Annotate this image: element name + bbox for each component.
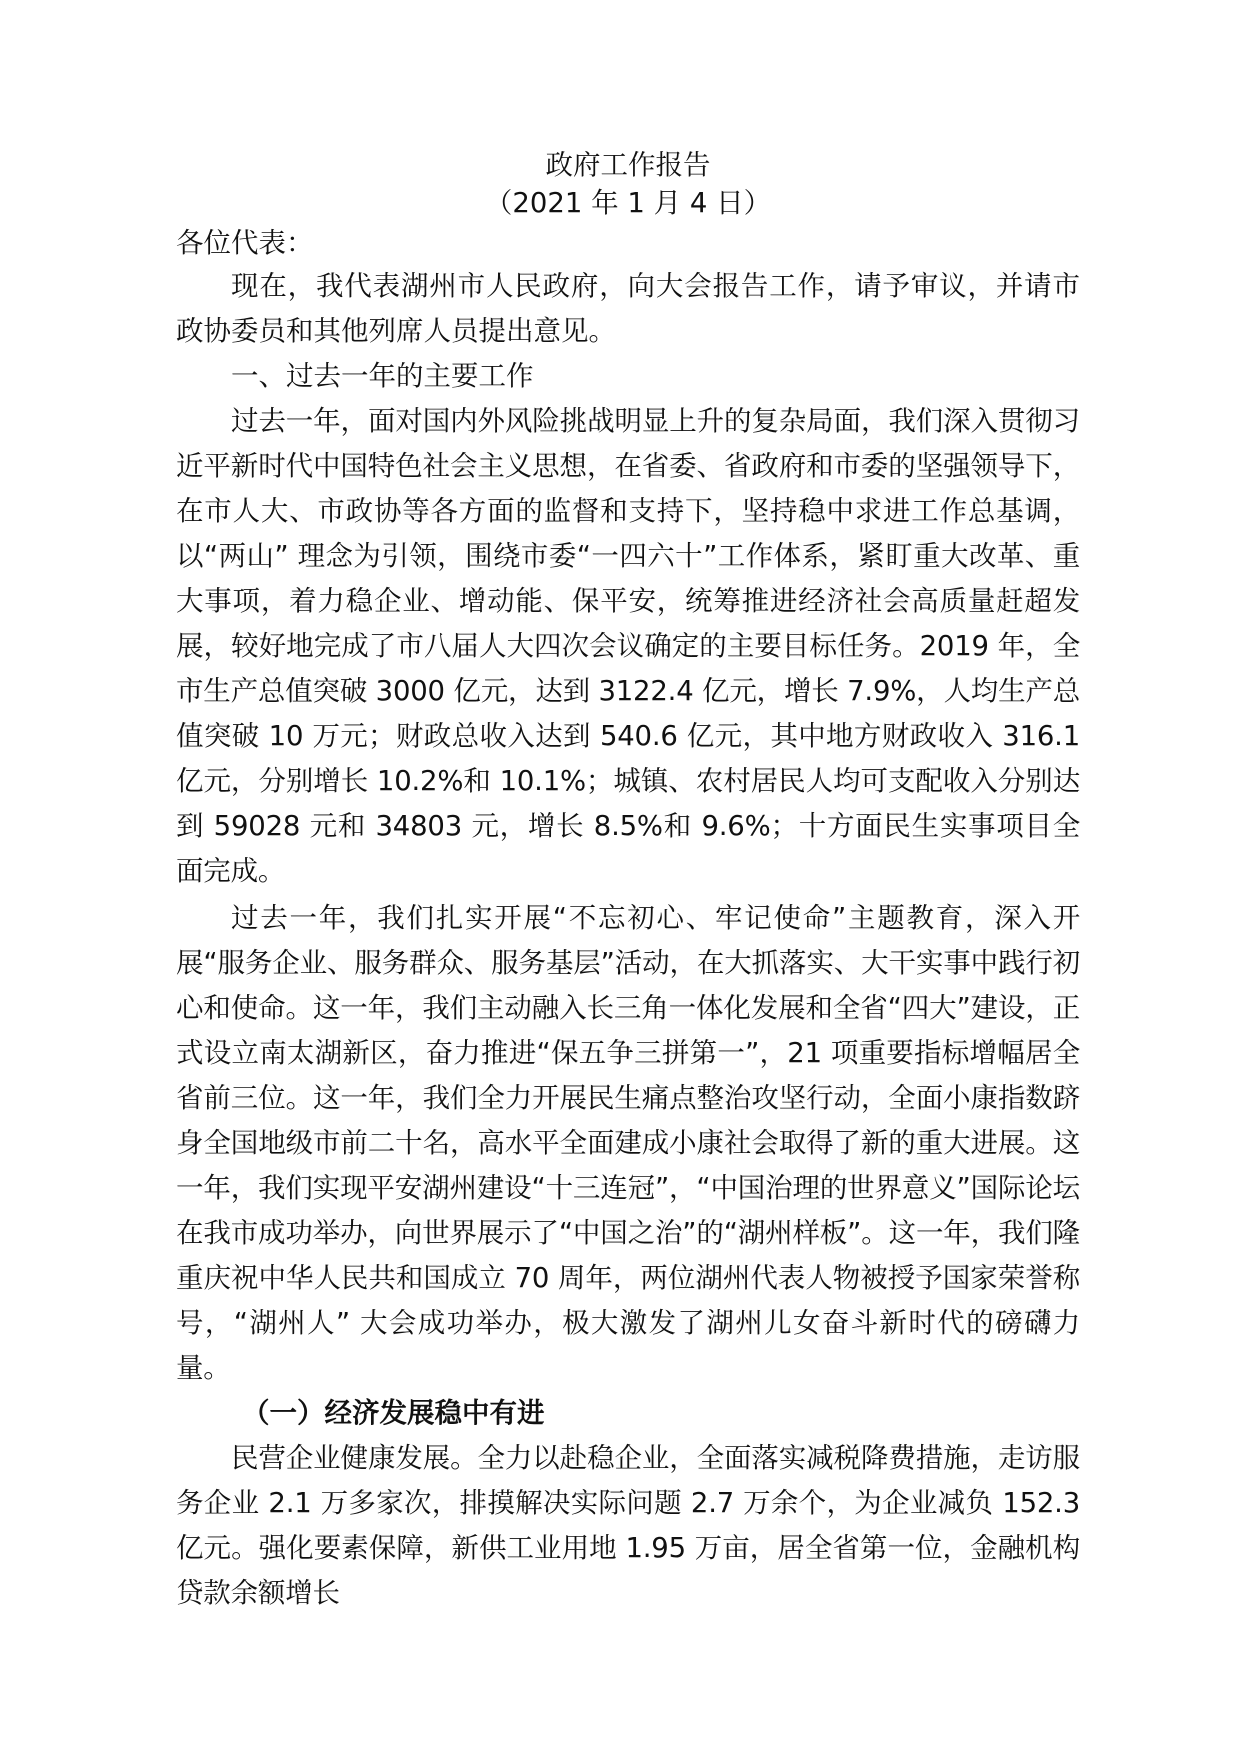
economy-paragraph: 民营企业健康发展。全力以赴稳企业，全面落实减税降费措施，走访服务企业 2.1 万多家次，排摸解决实际问题 2.7 万余个，为企业减负 152.3 亿元。强化要素保障，新供工业用地 1.95 万亩，居全省第一位，金融机构贷款余额增长 <box>176 1442 1080 1609</box>
section-heading: 一、过去一年的主要工作 <box>231 360 534 392</box>
document-body <box>176 146 1080 1616</box>
highlights-paragraph: 过去一年，我们扎实开展“不忘初心、牢记使命”主题教育，深入开展“服务企业、服务群众、服务基层”活动，在大抓落实、大干实事中践行初心和使命。这一年，我们主动融入长三角一体化发展和全省“四大”建设，正式设立南太湖新区，奋力推进“保五争三拼第一”，21 项重要指标增幅居全省前三位。这一年，我们全力开展民生痛点整治攻坚行动，全面小康指数跻身全国地级市前二十名，高水平全面建成小康社会取得了新的重大进展。这一年，我们实现平安湖州建设“十三连冠”，“中国治理的世界意义”国际论坛在我市成功举办，向世界展示了“中国之治”的“湖州样板”。这一年，我们隆重庆祝中华人民共和国成立 70 周年，两位湖州代表人物被授予国家荣誉称号，“湖州人” 大会成功举办，极大激发了湖州儿女奋斗新时代的磅礴力量。 <box>176 902 1080 1384</box>
intro-paragraph: 现在，我代表湖州市人民政府，向大会报告工作，请予审议，并请市政协委员和其他列席人员提出意见。 <box>176 270 1080 347</box>
subsection-heading: （一）经济发展稳中有进 <box>242 1397 545 1429</box>
document-date: （2021 年 1 月 4 日） <box>484 187 772 219</box>
document-title: 政府工作报告 <box>545 149 711 181</box>
summary-paragraph: 过去一年，面对国内外风险挑战明显上升的复杂局面，我们深入贯彻习近平新时代中国特色社会主义思想，在省委、省政府和市委的坚强领导下，在市人大、市政协等各方面的监督和支持下，坚持稳中求进工作总基调，以“两山” 理念为引领，围绕市委“一四六十”工作体系，紧盯重大改革、重大事项，着力稳企业、增动能、保平安，统筹推进经济社会高质量赶超发展，较好地完成了市八届人大四次会议确定的主要目标任务。2019 年，全市生产总值突破 3000 亿元，达到 3122.4 亿元，增长 7.9%，人均生产总值突破 10 万元；财政总收入达到 540.6 亿元，其中地方财政收入 316.1 亿元，分别增长 10.2%和 10.1%；城镇、农村居民人均可支配收入分别达到 59028 元和 34803 元，增长 8.5%和 9.6%；十方面民生实事项目全面完成。 <box>176 405 1080 887</box>
salutation: 各位代表： <box>176 227 314 259</box>
